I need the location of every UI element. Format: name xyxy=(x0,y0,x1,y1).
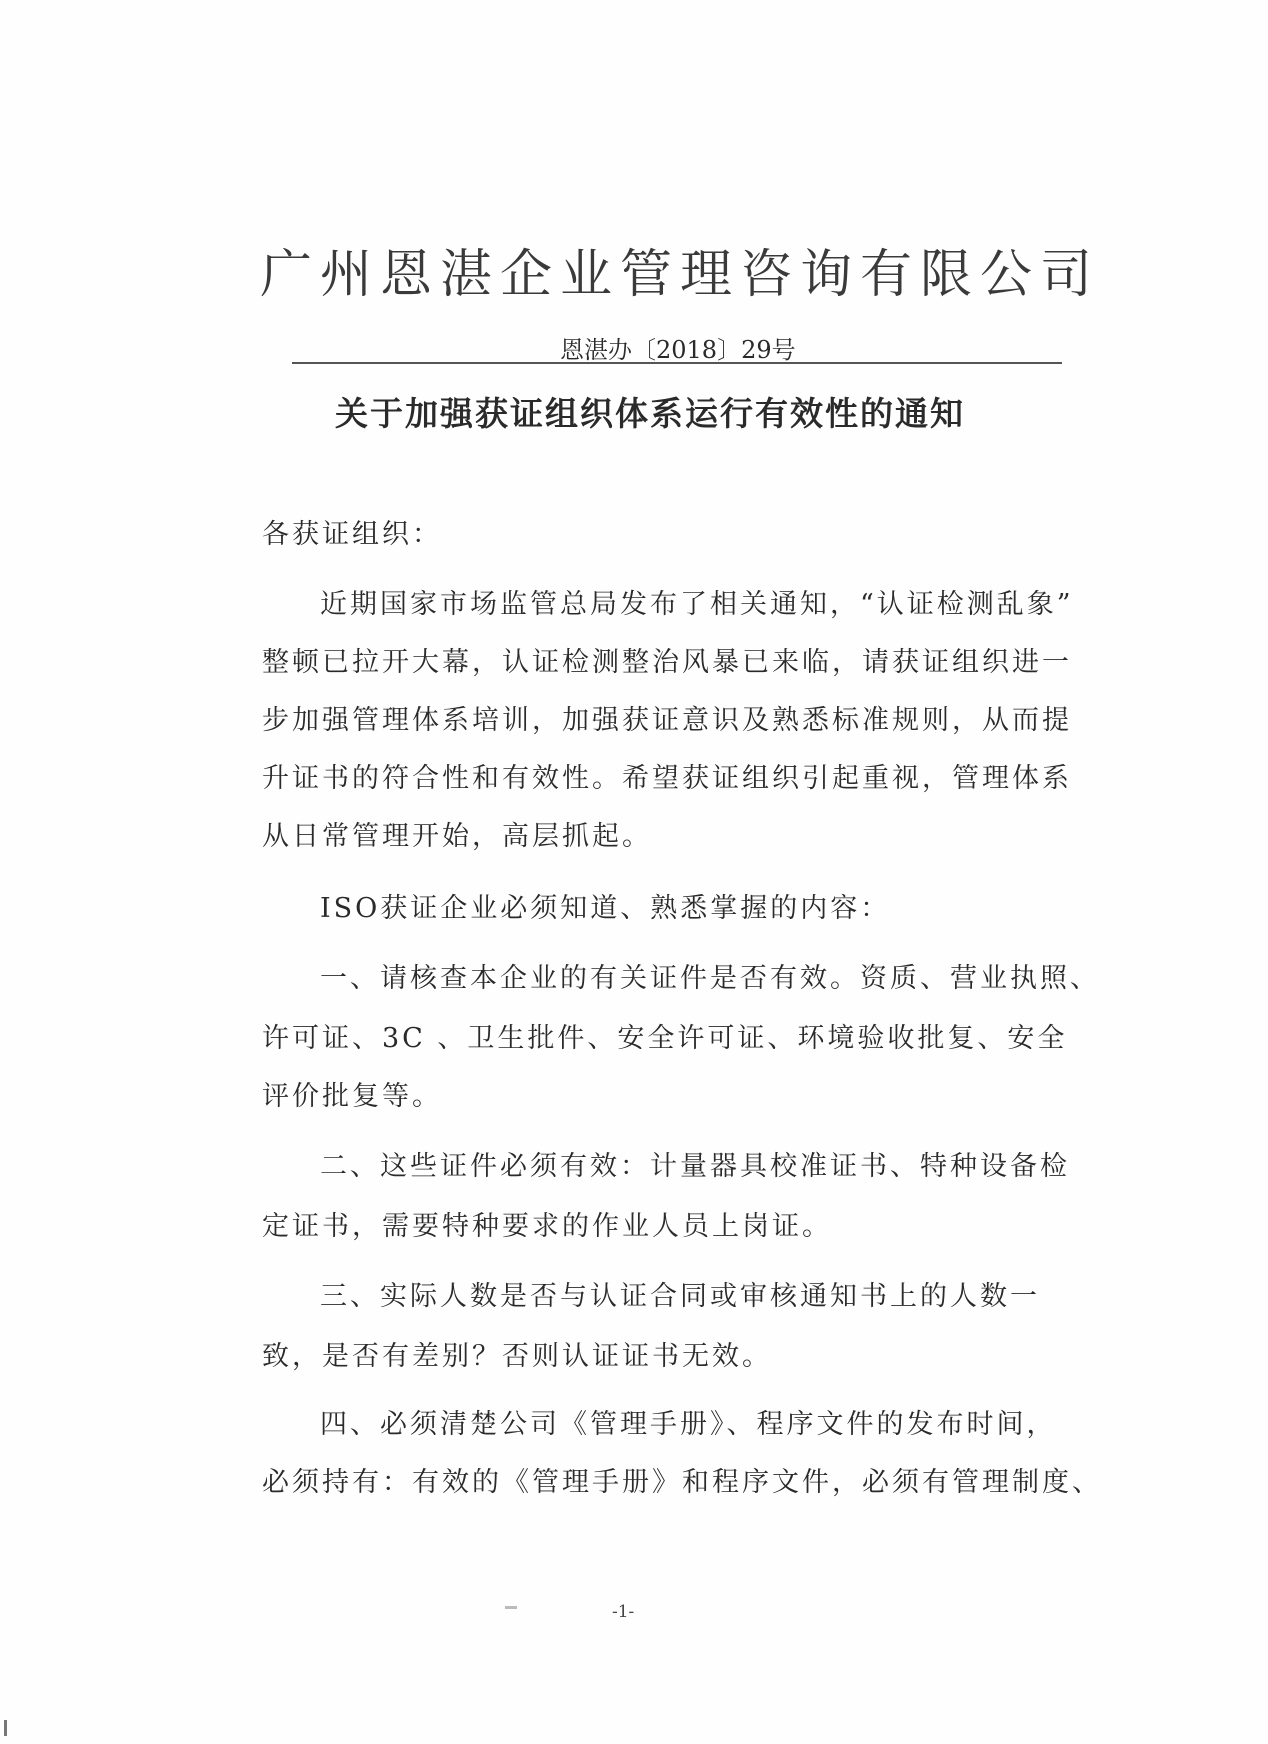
scan-speck xyxy=(505,1606,517,1609)
body-line: 评价批复等。 xyxy=(262,1081,442,1112)
body-line: 升证书的符合性和有效性。希望获证组织引起重视，管理体系 xyxy=(262,763,1072,794)
body-line: 二、这些证件必须有效：计量器具校准证书、特种设备检 xyxy=(320,1151,1070,1182)
page-number: -1- xyxy=(612,1602,635,1622)
body-line: 步加强管理体系培训，加强获证意识及熟悉标准规则，从而提 xyxy=(262,705,1072,736)
document-number: 恩湛办〔2018〕29号 xyxy=(560,336,796,364)
body-line: 近期国家市场监管总局发布了相关通知，“认证检测乱象” xyxy=(320,589,1074,620)
scan-edge-mark xyxy=(4,1720,7,1736)
body-line: 从日常管理开始，高层抓起。 xyxy=(262,821,652,852)
body-line: 整顿已拉开大幕，认证检测整治风暴已来临，请获证组织进一 xyxy=(262,647,1072,678)
salutation: 各获证组织： xyxy=(262,519,442,550)
body-line: 必须持有：有效的《管理手册》和程序文件，必须有管理制度、 xyxy=(262,1467,1102,1498)
company-name: 广州恩湛企业管理咨询有限公司 xyxy=(260,245,1101,305)
body-line: 许可证、3C 、卫生批件、安全许可证、环境验收批复、安全 xyxy=(262,1023,1068,1054)
body-line: 致，是否有差别？否则认证证书无效。 xyxy=(262,1341,772,1372)
body-line: 三、实际人数是否与认证合同或审核通知书上的人数一 xyxy=(320,1281,1040,1312)
document-title: 关于加强获证组织体系运行有效性的通知 xyxy=(335,394,965,433)
body-line: 定证书，需要特种要求的作业人员上岗证。 xyxy=(262,1211,832,1242)
body-line: 四、必须清楚公司《管理手册》、程序文件的发布时间， xyxy=(320,1409,1057,1440)
body-line: 一、请核查本企业的有关证件是否有效。资质、营业执照、 xyxy=(320,963,1100,994)
body-line: ISO获证企业必须知道、熟悉掌握的内容： xyxy=(320,893,891,924)
header-divider xyxy=(292,362,1062,364)
